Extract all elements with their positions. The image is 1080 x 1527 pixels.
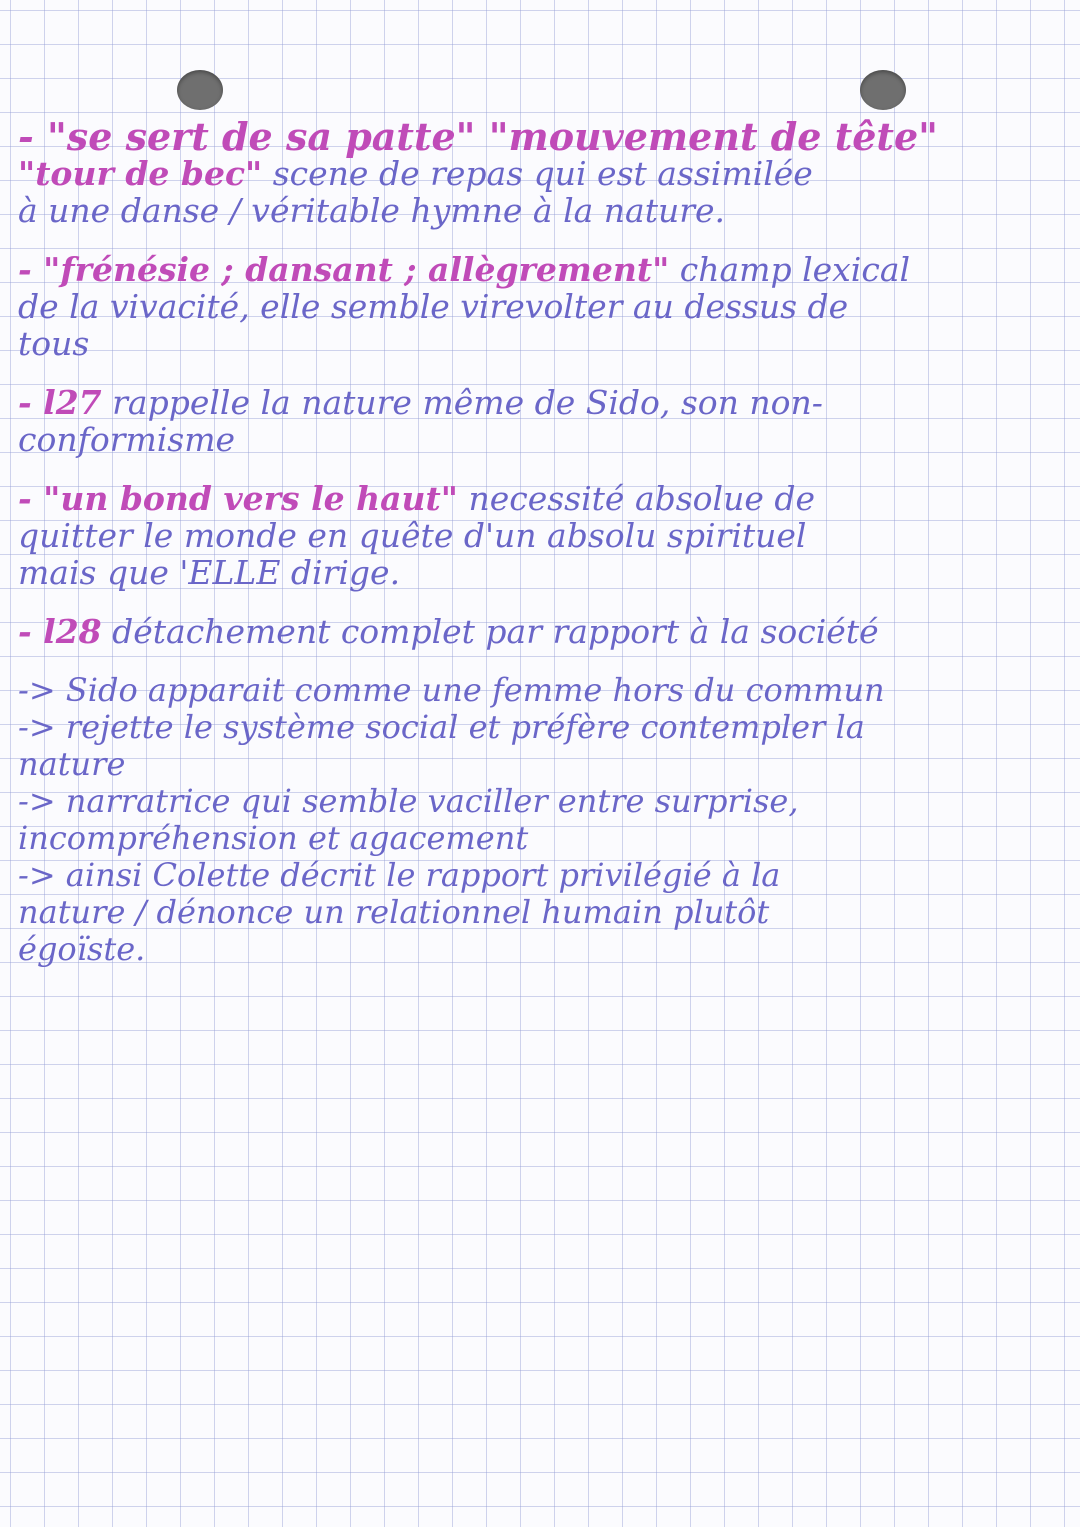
punch-hole-left: [177, 70, 223, 110]
note-block-1: [18, 114, 1058, 230]
arrow-line: -> Sido apparait comme une femme hors du commun: [18, 671, 885, 709]
quote-highlight: - "un bond vers le haut": [18, 479, 458, 518]
line-reference: - l27: [18, 383, 102, 422]
arrow-line: -> narratrice qui semble vaciller entre surprise,: [18, 782, 799, 820]
arrow-line: incompréhension et agacement: [18, 819, 529, 857]
note-line: [18, 384, 1058, 421]
handwritten-notes: [18, 114, 1058, 990]
note-block-4: [18, 480, 1058, 591]
note-text: champ lexical: [669, 250, 911, 289]
note-block-5: [18, 613, 1058, 650]
arrow-line: -> rejette le système social et préfère contempler la: [18, 708, 865, 746]
note-line: à une danse / véritable hymne à la nature.: [18, 191, 726, 230]
note-line: [18, 155, 1058, 192]
arrow-line: égoïste.: [18, 930, 146, 968]
note-text: necessité absolue de: [457, 479, 816, 518]
note-line: [18, 480, 1058, 517]
arrow-line: -> ainsi Colette décrit le rapport privilégié à la: [18, 856, 781, 894]
note-block-3: [18, 384, 1058, 458]
line-reference: - l28: [18, 612, 102, 651]
note-line: quitter le monde en quête d'un absolu spirituel: [18, 516, 807, 555]
punch-hole-right: [860, 70, 906, 110]
note-text: rappelle la nature même de Sido, son non-: [101, 383, 823, 422]
note-text: détachement complet par rapport à la société: [101, 612, 879, 651]
note-line: [18, 251, 1058, 288]
note-line: - "se sert de sa patte" "mouvement de tête": [18, 114, 938, 159]
note-block-2: [18, 251, 1058, 362]
note-line: mais que 'ELLE dirige.: [18, 553, 401, 592]
note-line: de la vivacité, elle semble virevolter au dessus de: [18, 287, 849, 326]
arrow-line: nature: [18, 745, 126, 783]
arrow-line: nature / dénonce un relationnel humain plutôt: [18, 893, 770, 931]
note-line: [18, 613, 1058, 650]
quote-highlight: - "frénésie ; dansant ; allègrement": [18, 250, 670, 289]
note-text: scene de repas qui est assimilée: [262, 154, 813, 193]
quote-highlight: "tour de bec": [18, 154, 263, 193]
note-line: conformisme: [18, 420, 236, 459]
conclusion-arrows: [18, 672, 1058, 968]
note-line: tous: [18, 324, 90, 363]
